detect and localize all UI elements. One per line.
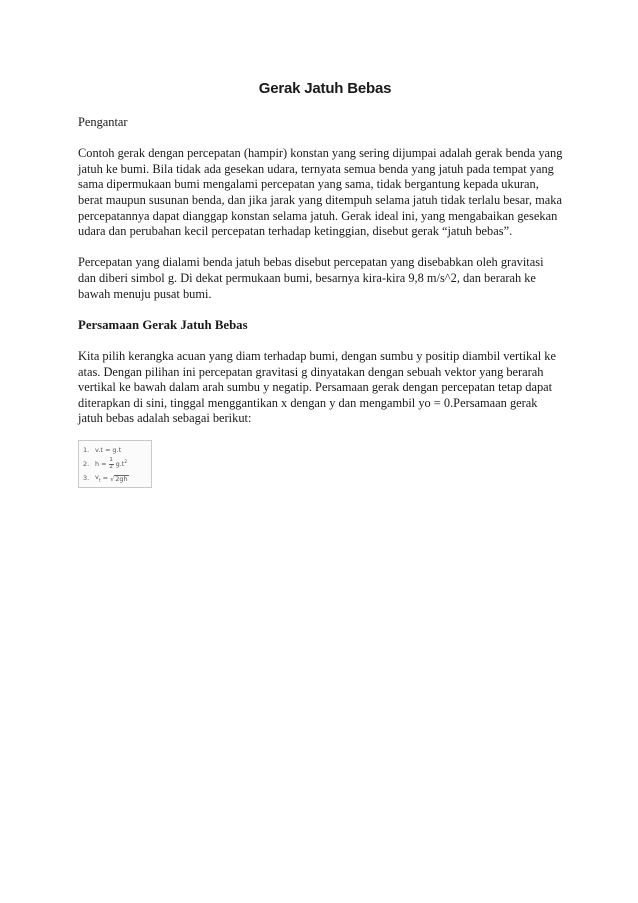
fraction-numerator: 1 <box>109 457 113 464</box>
formula-lhs: v.t <box>95 446 103 455</box>
formula-number: 3. <box>83 474 90 483</box>
formula-row-1 <box>83 443 147 457</box>
formula-number: 2. <box>83 460 90 469</box>
formula-image <box>78 440 152 488</box>
formula-subscript: t <box>98 477 101 483</box>
formula-exponent: 2 <box>124 460 128 466</box>
formula-equals: = <box>101 460 107 469</box>
formula-number: 1. <box>83 446 90 455</box>
formula-row-2 <box>83 457 147 471</box>
document-page <box>78 80 564 488</box>
section-heading: Persamaan Gerak Jatuh Bebas <box>78 317 248 332</box>
formula-rhs: 2gh <box>115 474 128 483</box>
formula-row-3 <box>83 471 147 485</box>
sqrt-icon: √ <box>110 474 115 483</box>
square-root <box>110 475 129 483</box>
formula-lhs: v <box>95 472 99 481</box>
paragraph-intro: Contoh gerak dengan percepatan (hampir) konstan yang sering dijumpai adalah gerak benda yang jatuh ke bumi. Bila tidak ada gesekan udara, ternyata semua benda yang jatuh pada tempat yang sama dipermukaan bumi mengalami percepatan yang sama, tidak bergantung kepada ukuran, berat maupun susunan benda, dan jika jarak yang ditempuh selama jatuh tidak terlalu besar, maka percepatannya dapat dianggap konstan selama jatuh. Gerak ideal ini, yang mengabaikan gesekan udara dan perubahan kecil percepatan terhadap ketinggian, disebut gerak “jatuh bebas”. <box>78 146 563 239</box>
paragraph-equations: Kita pilih kerangka acuan yang diam terhadap bumi, dengan sumbu y positip diambil vertikal ke atas. Dengan pilihan ini percepatan gravitasi g dinyatakan dengan sebuah vektor yang berarah vertikal ke bawah dalam arah sumbu y negatip. Persamaan gerak dengan percepatan tetap dapat diterapkan di sini, tinggal menggantikan x dengan y dan mengambil yo = 0.Persamaan gerak jatuh bebas adalah sebagai berikut: <box>78 348 556 426</box>
paragraph-gravity: Percepatan yang dialami benda jatuh bebas disebut percepatan yang disebabkan oleh gravitasi dan diberi simbol g. Di dekat permukaan bumi, besarnya kira-kira 9,8 m/s^2, dan berarah ke bawah menuju pusat bumi. <box>78 255 544 301</box>
formula-fraction <box>109 458 114 470</box>
formula-equals: = <box>104 446 111 455</box>
intro-heading: Pengantar <box>78 115 128 129</box>
fraction-denominator: 2 <box>109 463 113 470</box>
document-title: Gerak Jatuh Bebas <box>258 80 392 97</box>
formula-equals: = <box>102 474 109 483</box>
formula-rhs: g.t <box>112 446 122 455</box>
formula-rhs: g.t <box>115 460 125 469</box>
formula-lhs: h <box>95 460 100 469</box>
